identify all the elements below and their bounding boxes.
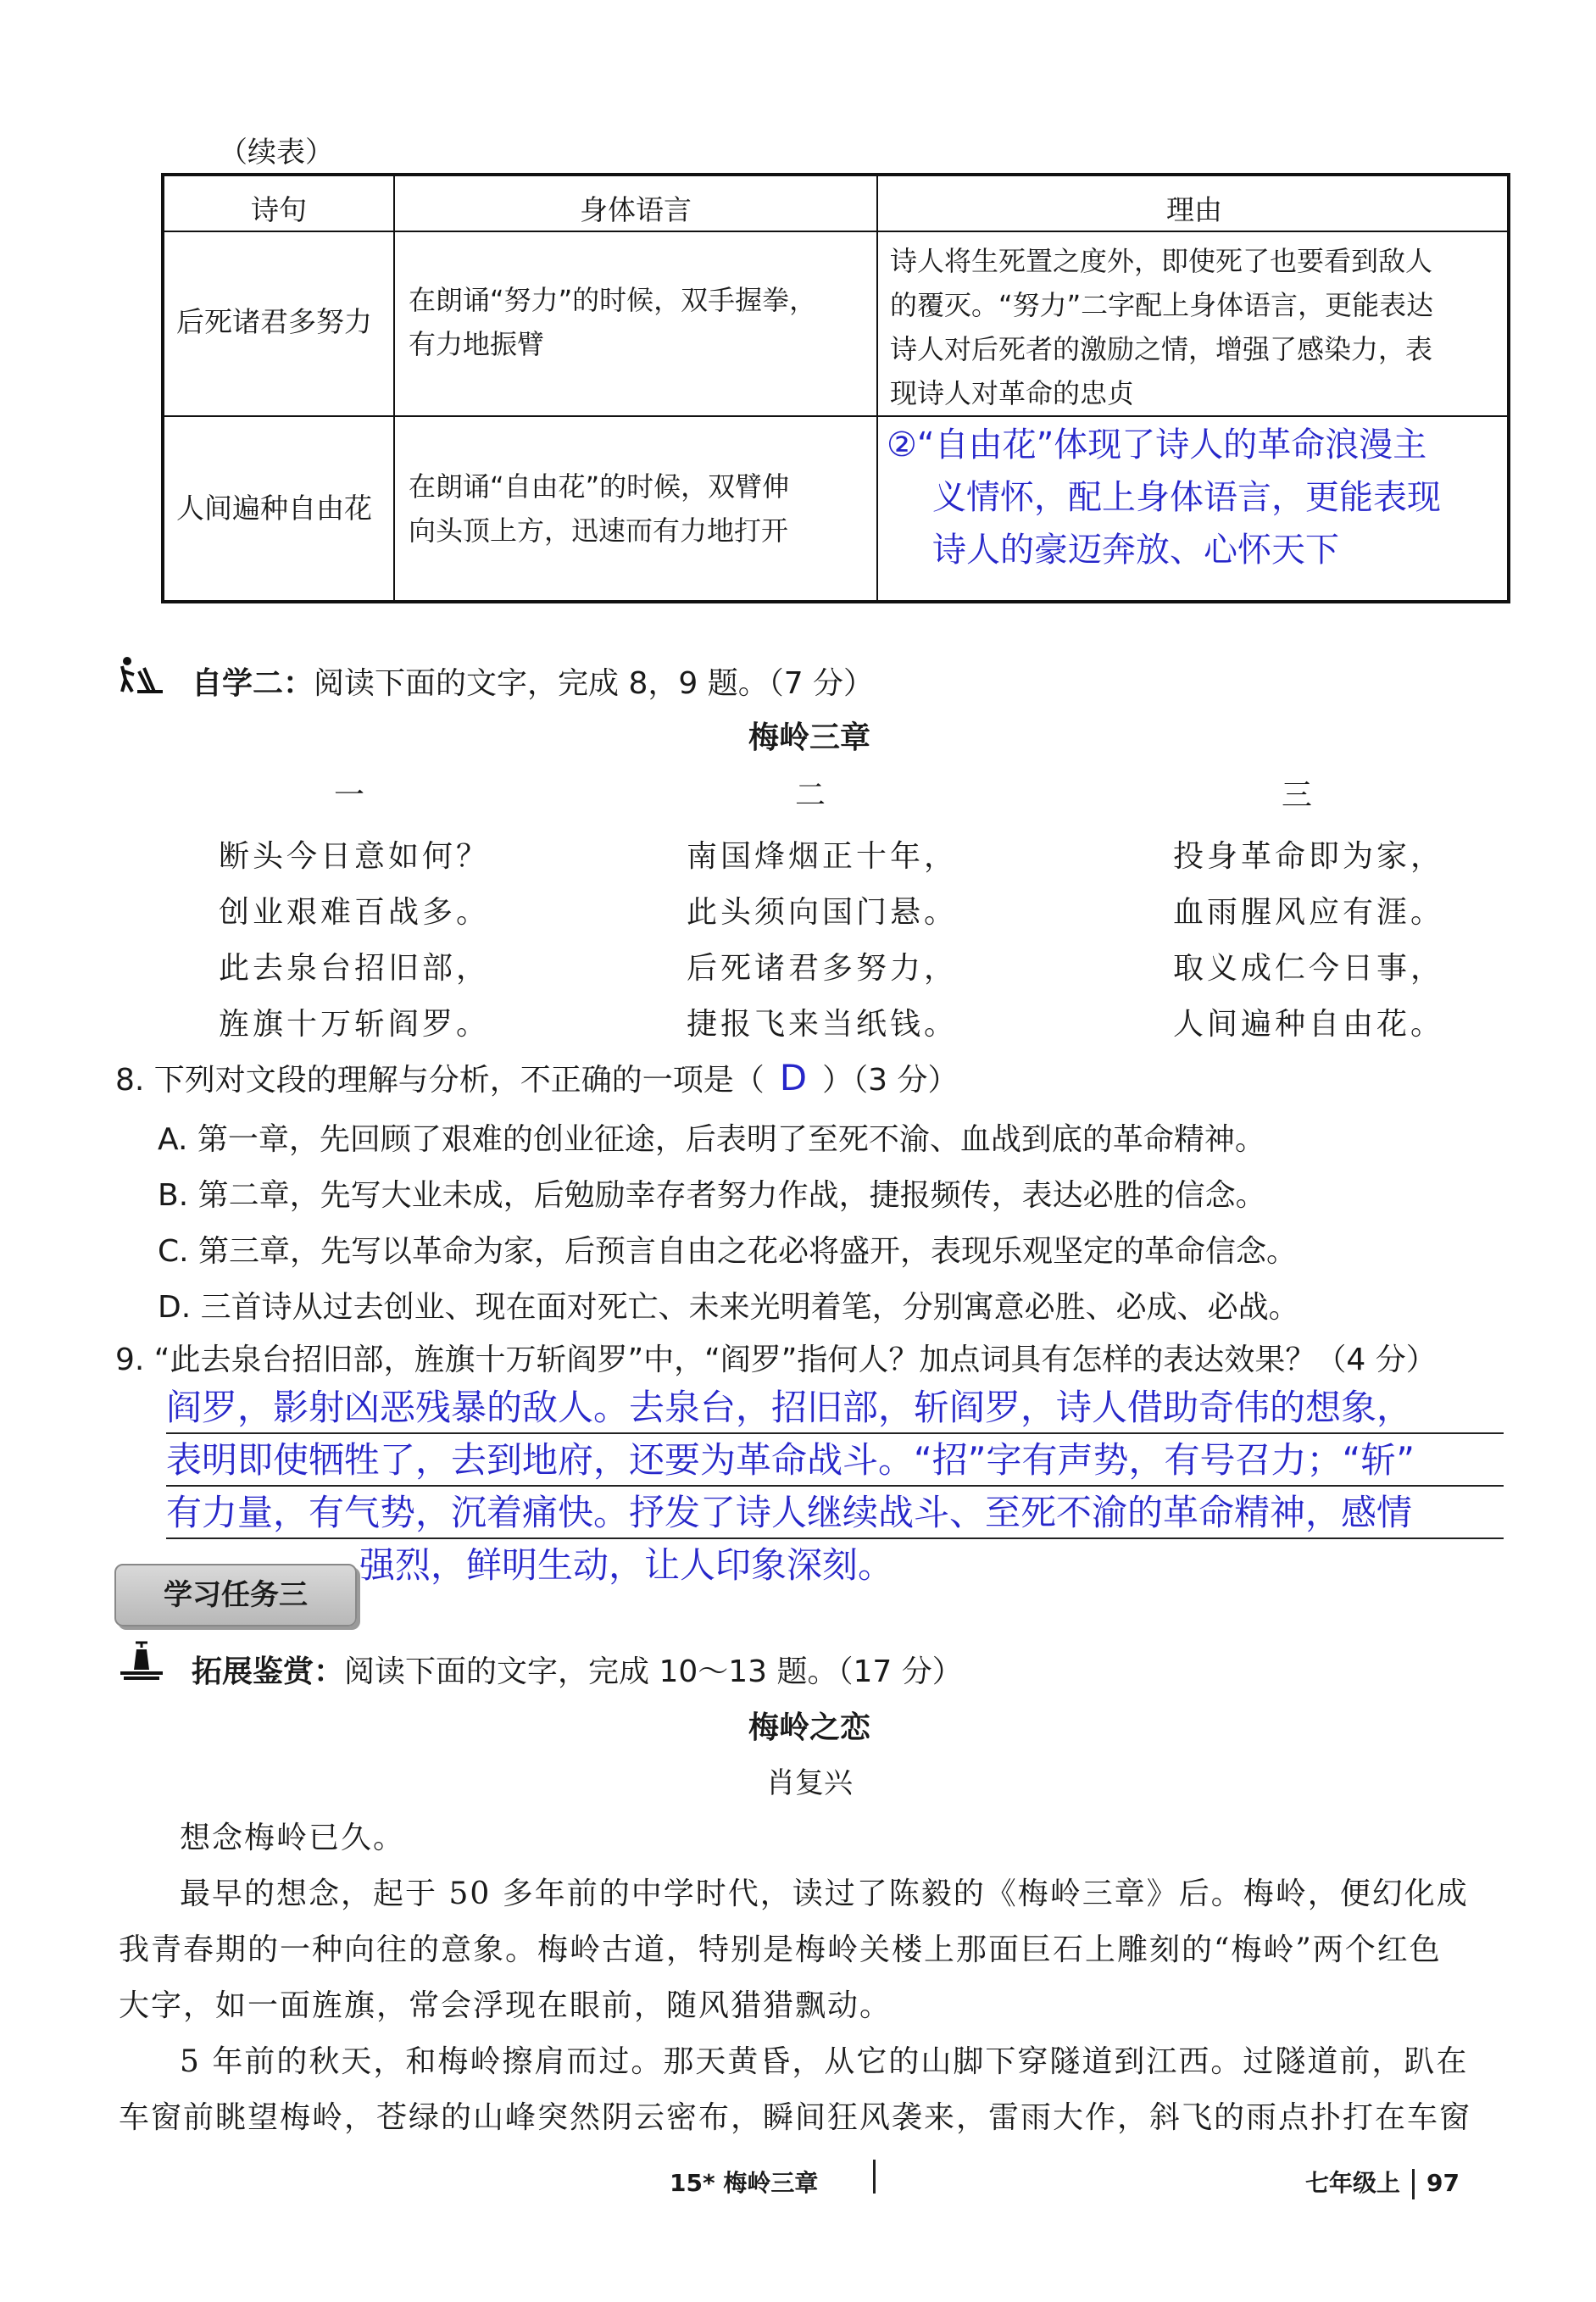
row1-verse: 后死诸君多努力 [176, 305, 372, 338]
section-2-header: 自学二：阅读下面的文字，完成 8，9 题。（7 分） [192, 666, 875, 701]
poem-part-1: 断头今日意如何？ 创业艰难百战多。 此去泉台招旧部， 旌旗十万斩阎罗。 [219, 839, 491, 1042]
question-8-answer: D [779, 1057, 808, 1098]
poem-part-num: 一 [333, 778, 364, 813]
verse-body-language-table [161, 173, 1510, 603]
question-9-answer: 阎罗，影射凶恶残暴的敌人。去泉台，招旧部，斩阎罗，诗人借助奇伟的想象， 表明即使牺牲了，去到地府，还要为革命战斗。“招”字有声势，有号召力；“斩” 有力量，有气势，沉着痛快。抒发了诗人继续战斗、至死不渝的革命精神，感情 强烈，鲜明生动，让人印象深刻。 [166, 1387, 1415, 1586]
footer-grade: 七年级上 97 [1305, 2165, 1460, 2199]
essay-body: 想念梅岭已久。 最早的想念，起于 50 多年前的中学时代，读过了陈毅的《梅岭三章》后。梅岭，便幻化成 我青春期的一种向往的意象。梅岭古道，特别是梅岭关楼上那面巨石上雕刻的“梅岭”两个红色 大字，如一面旌旗，常会浮现在眼前，随风猎猎飘动。 5 年前的秋天，和梅岭擦肩而过。那天黄昏，从它的山脚下穿隧道到江西。过隧道前，趴在 车窗前眺望梅岭，苍绿的山峰突然阴云密布，瞬间狂风袭来，雷雨大作，斜飞的雨点扑打在车窗 [119, 1821, 1472, 2135]
essay-author: 肖复兴 [766, 1766, 853, 1800]
question-8-options [158, 1112, 1299, 1336]
option-b: B. 第二章，先写大业未成，后勉励幸存者努力作战，捷报频传，表达必胜的信念。 [158, 1178, 1266, 1213]
row2-reason-handwritten: ②“自由花”体现了诗人的革命浪漫主 义情怀，配上身体语言，更能表现 诗人的豪迈奔放、心怀天下 [887, 425, 1441, 570]
option-d: D. 三首诗从过去创业、现在面对死亡、未来光明着笔，分别寓意必胜、必成、必战。 [158, 1290, 1299, 1325]
page-number: 97 [1426, 2169, 1460, 2197]
row1-reason: 诗人将生死置之度外，即使死了也要看到敌人 的覆灭。“努力”二字配上身体语言，更能表达 诗人对后死者的激励之情，增强了感染力，表 现诗人对革命的忠贞 [890, 245, 1434, 409]
table-header-reason: 理由 [1166, 193, 1222, 226]
question-9-stem: 9. “此去泉台招旧部，旌旗十万斩阎罗”中，“阎罗”指何人？加点词具有怎样的表达效果？（4 分） [115, 1343, 1437, 1377]
footer-lesson: 15* 梅岭三章 [670, 2169, 819, 2197]
row2-body-language: 在朗诵“自由花”的时候，双臂伸 向头顶上方，迅速而有力地打开 [409, 470, 790, 547]
row1-body-language: 在朗诵“努力”的时候，双手握拳， 有力地振臂 [409, 284, 817, 360]
learning-task-badge: 学习任务三 [114, 1564, 357, 1626]
section-3-header: 拓展鉴赏：阅读下面的文字，完成 10～13 题。（17 分） [192, 1654, 963, 1689]
poem-title: 梅岭三章 [748, 720, 870, 755]
poem-part-num: 三 [1281, 778, 1312, 813]
question-8-stem: 8. 下列对文段的理解与分析，不正确的一项是（ D ）（3 分） [115, 1057, 959, 1098]
option-a: A. 第一章，先回顾了艰难的创业征途，后表明了至死不渝、血战到底的革命精神。 [158, 1122, 1265, 1157]
essay-title: 梅岭之恋 [748, 1710, 870, 1745]
table-header-verse: 诗句 [251, 193, 307, 226]
table-continuation-label: （续表） [219, 136, 334, 170]
poem-part-3: 投身革命即为家， 血雨腥风应有涯。 取义成仁今日事， 人间遍种自由花。 [1173, 839, 1445, 1042]
row2-verse: 人间遍种自由花 [176, 492, 372, 525]
poem-part-2: 南国烽烟正十年， 此头须向国门悬。 后死诸君多努力， 捷报飞来当纸钱。 [687, 839, 959, 1042]
option-c: C. 第三章，先写以革命为家，后预言自由之花必将盛开，表现乐观坚定的革命信念。 [158, 1234, 1298, 1269]
poem-part-num: 二 [794, 778, 826, 813]
lighthouse-icon [119, 1641, 164, 1680]
reading-figure-icon [119, 654, 164, 693]
table-header-body-language: 身体语言 [580, 193, 692, 226]
